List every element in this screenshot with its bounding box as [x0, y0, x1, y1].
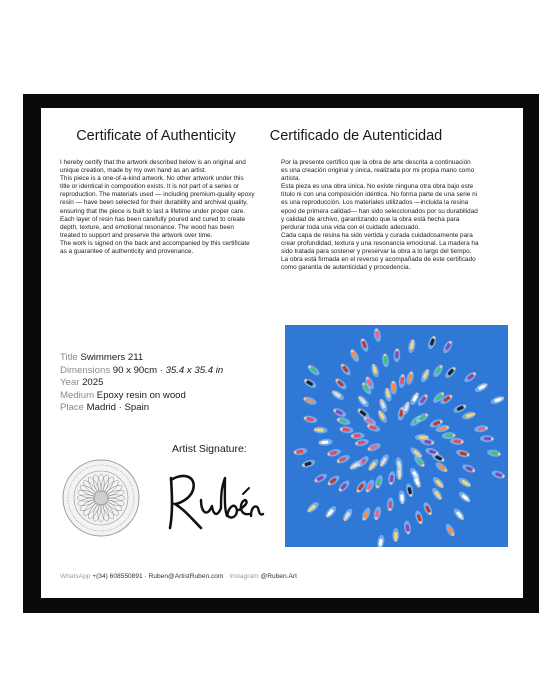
swimmer-figure [373, 328, 382, 343]
swimmer-figure [339, 426, 354, 435]
swimmer-figure [318, 438, 333, 446]
detail-title [60, 352, 223, 365]
detail-place-value: Madrid · Spain [86, 402, 150, 414]
swimmer-figure [306, 363, 321, 377]
swimmer-figure [486, 449, 501, 458]
swimmer-figure [387, 471, 396, 486]
detail-place [60, 402, 223, 415]
detail-year [60, 377, 223, 390]
swimmer-figure [381, 353, 389, 368]
paragraph-es-3: Cada capa de resina ha sido vertida y curada cuidadosamente para crear profundidad, textura y una resonancia emocional. La madera ha sido tratada para sostener y preservar la obra a lo largo del tiempo. [281, 231, 479, 256]
swimmer-figure [392, 528, 399, 542]
detail-title-label: Title [60, 352, 78, 363]
swimmer-figure [313, 472, 329, 484]
swimmer-figure [419, 368, 431, 384]
paragraph-en-4: The work is signed on the back and accompanied by this certificate as a guarantee of authenticity and provenance. [60, 239, 250, 256]
paragraph-es-4: La obra está firmada en el reverso y acompañada de este certificado como garantía de autenticidad y procedencia. [281, 256, 476, 272]
swimmer-figure [430, 486, 444, 501]
detail-year-value: 2025 [82, 377, 104, 389]
swimmer-figure [444, 522, 457, 538]
swimmer-figure [474, 425, 489, 434]
whatsapp-number[interactable]: +(34) 608550891 [92, 573, 143, 580]
footer-separator-1: · [144, 573, 147, 580]
swimmer-figure [336, 416, 351, 426]
swimmer-figure [398, 374, 406, 389]
swimmer-figure [324, 504, 338, 519]
swimmer-figure [403, 520, 412, 535]
paragraph-es-2: Esta pieza es una obra única. No existe ninguna otra obra bajo este título ni con una composición idéntica. No forma parte de una serie ni es una reproducción. Los materiales utilizados —incluida la resina epoxi de primera calidad— han sido seleccionados por su durabilidad y calidad de archivo, garantizando que la obra está hecha para perdurar toda una vida con el cuidado adecuado. [281, 183, 478, 231]
instagram-label: Instagram [229, 573, 259, 580]
authenticity-seal-icon [61, 458, 141, 538]
swimmer-figure [441, 339, 454, 355]
contact-footer [60, 573, 297, 580]
swimmer-figure [405, 370, 415, 385]
swimmer-figure [332, 407, 348, 419]
swimmer-figure [378, 453, 391, 469]
swimmer-figure [348, 348, 361, 364]
swimmer-figure [305, 500, 320, 514]
swimmer-figure [360, 506, 372, 522]
swimmer-figure [405, 483, 415, 498]
swimmer-figure [422, 501, 434, 517]
swimmer-figure [407, 339, 416, 354]
swimmer-figure [301, 458, 316, 469]
detail-medium [60, 390, 223, 403]
paragraph-en-2: This piece is a one-of-a-kind artwork. No other artwork under this title or identical in composition exists. It is not part of a series or reproduction. The materials used — including premium-quality epoxy resin — have been selected for their durability and archival quality, ensuring that the piece is built to last a lifetime under proper care. [60, 175, 255, 215]
swimmer-figure [457, 476, 472, 489]
artist-signature [163, 468, 273, 534]
swimmer-figure [366, 457, 380, 472]
swimmers-painting [285, 325, 508, 547]
swimmer-figure [337, 479, 352, 494]
body-english [60, 159, 255, 256]
swimmer-figure [480, 435, 494, 442]
swimmer-figure [474, 381, 490, 394]
paragraph-es-1: Por la presente certifico que la obra de arte descrita a continuación es una creación original y única, realizada por mi propia mano como artista. [281, 159, 475, 183]
swimmer-figure [350, 432, 364, 439]
swimmer-figure [398, 490, 406, 505]
detail-dimensions-label: Dimensions [60, 364, 111, 376]
swimmer-figure [302, 395, 318, 406]
swimmer-figure [339, 362, 353, 377]
email-link[interactable]: Ruben@ArtistRuben.com [148, 573, 224, 580]
swimmer-figure [330, 388, 345, 402]
whatsapp-label: WhatsApp [60, 573, 91, 580]
detail-medium-label: Medium [60, 389, 95, 401]
swimmer-figure [376, 534, 385, 547]
detail-medium-value: Epoxy resin on wood [96, 389, 186, 401]
swimmer-figure [354, 438, 369, 447]
swimmer-figure [303, 414, 318, 424]
footer-separator-2: · [225, 573, 228, 580]
swimmer-figure [335, 453, 351, 465]
swimmer-figure [455, 448, 470, 458]
detail-dimensions [60, 365, 223, 378]
artwork-details [60, 352, 223, 415]
swimmer-figure [431, 475, 446, 490]
swimmer-figure [341, 507, 354, 522]
artist-signature-label: Artist Signature: [172, 443, 247, 455]
swimmer-figure [393, 348, 400, 362]
swimmer-figure [463, 370, 478, 384]
swimmer-figure [326, 474, 341, 488]
swimmer-figure [452, 507, 466, 522]
body-spanish [281, 159, 479, 272]
swimmer-figure [333, 377, 348, 392]
swimmer-figure [293, 447, 308, 456]
swimmer-figure [426, 335, 437, 350]
swimmer-figure [359, 337, 370, 352]
swimmer-figure [434, 460, 449, 474]
paragraph-en-1: I hereby certify that the artwork described below is an original and unique creation, made by my own hand as an artist. [60, 159, 246, 175]
swimmer-figure [452, 402, 468, 414]
painting-artwork [285, 325, 508, 547]
title-english: Certificate of Authenticity [76, 128, 236, 144]
swimmer-figure [431, 363, 444, 378]
swimmer-figure [302, 377, 318, 390]
swimmer-figure [356, 394, 371, 409]
swimmer-figure [364, 478, 376, 494]
swimmer-figure [326, 448, 341, 458]
swimmer-figure [374, 474, 385, 489]
swimmer-figure [386, 497, 394, 511]
swimmer-figure [372, 506, 382, 521]
instagram-handle[interactable]: @Ruben.Art [260, 573, 297, 580]
title-spanish: Certificado de Autenticidad [269, 128, 443, 144]
swimmer-figure [457, 490, 472, 504]
swimmer-figure [370, 363, 380, 378]
swimmer-figure [490, 394, 505, 405]
swimmer-figure [461, 463, 477, 475]
swimmer-figure [461, 410, 476, 420]
swimmer-figure [313, 426, 327, 434]
swimmer-figure [491, 469, 506, 480]
detail-year-label: Year [60, 377, 80, 389]
swimmer-figure [366, 442, 381, 453]
detail-dimensions-value: 90 x 90cm [112, 364, 158, 376]
detail-dimensions-inches: · 35.4 x 35.4 in [159, 364, 224, 376]
paragraph-en-3: Each layer of resin has been carefully poured and cured to create depth, texture, and emotional resonance. The wood has been treated to support and preserve the artwork over time. [60, 215, 246, 239]
detail-title-value: Swimmers 211 [80, 352, 144, 363]
swimmer-figure [414, 510, 425, 525]
swimmer-figure [443, 365, 457, 380]
detail-place-label: Place [60, 402, 84, 414]
swimmer-figure [376, 409, 389, 425]
